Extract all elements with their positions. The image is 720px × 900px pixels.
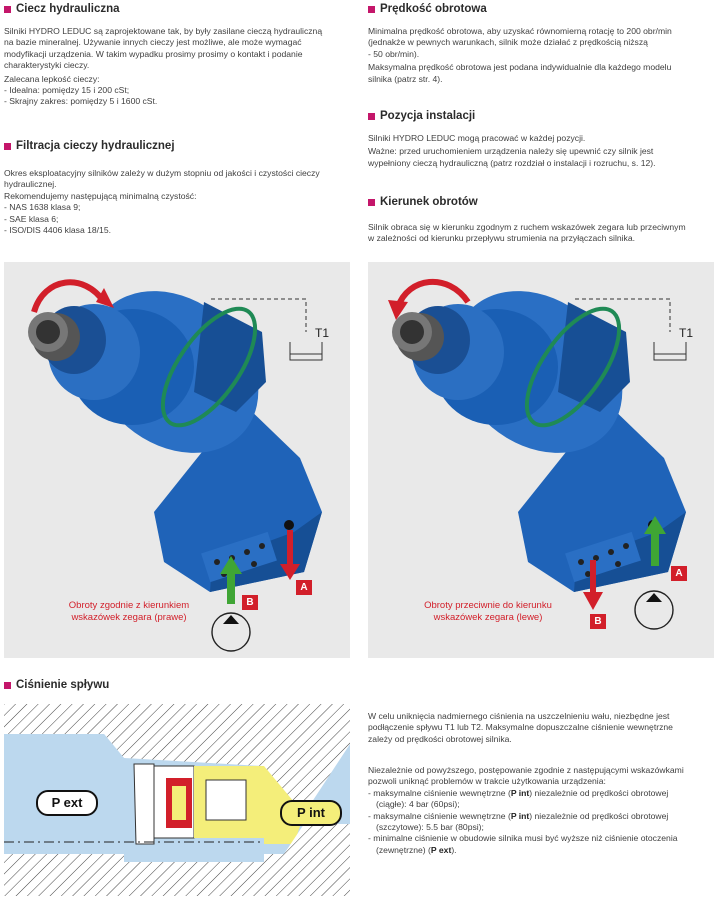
text-line: W celu uniknięcia nadmiernego ciśnienia na uszczelnieniu wału, niezbędne jest bbox=[368, 711, 670, 721]
speed-paragraph bbox=[368, 26, 718, 85]
title-text: Ciśnienie spływu bbox=[16, 679, 110, 691]
bullet-square-icon bbox=[368, 199, 375, 206]
motor-ccw-illustration bbox=[368, 262, 714, 658]
text-line: - Idealna: pomiędzy 15 i 200 cSt; bbox=[4, 85, 130, 96]
text-line: - SAE klasa 6; bbox=[4, 213, 59, 224]
mounting-paragraph bbox=[368, 133, 718, 169]
figure-seal-section bbox=[4, 704, 350, 896]
drain-guidelines-paragraph bbox=[368, 765, 718, 856]
text-line: Silniki HYDRO LEDUC mogą pracować w każdej pozycji. bbox=[368, 133, 586, 143]
tank-label-t1: T1 bbox=[679, 326, 694, 340]
section-title-fluid bbox=[4, 3, 120, 15]
bullet-square-icon bbox=[4, 682, 11, 689]
text-line: silnika (patrz str. 4). bbox=[368, 73, 443, 84]
port-a-badge: A bbox=[671, 566, 687, 581]
bold-span: P int bbox=[510, 810, 530, 821]
text-line: na bazie mineralnej. Używanie innych cieczy jest możliwe, ale może wymagać bbox=[4, 37, 302, 48]
title-text: Filtracja cieczy hydraulicznej bbox=[16, 140, 175, 152]
text-line: Ważne: przed uruchomieniem urządzenia należy się upewnić czy silnik jest bbox=[368, 146, 654, 157]
text-line: Silniki HYDRO LEDUC są zaprojektowane tak, by były zasilane cieczą hydrauliczną bbox=[4, 26, 323, 36]
text-line: Rekomendujemy następującą minimalną czystość: bbox=[4, 190, 197, 201]
text-line: hydraulicznej. bbox=[4, 179, 57, 190]
text-line: - NAS 1638 klasa 9; bbox=[4, 202, 81, 213]
direction-paragraph bbox=[368, 222, 718, 245]
filtration-paragraph bbox=[4, 168, 354, 236]
title-text: Prędkość obrotowa bbox=[380, 3, 487, 15]
bullet-square-icon bbox=[4, 6, 11, 13]
drain-intro-paragraph bbox=[368, 711, 718, 745]
bullet-square-icon bbox=[368, 6, 375, 13]
bullet-pint-peak bbox=[368, 811, 718, 822]
text-line: podłączenie spływu T1 lub T2. Maksymalne dopuszczalne ciśnienie wewnętrzne bbox=[368, 722, 673, 733]
text-line: w zależności od kierunku przepływu strumienia na przyłączach silnika. bbox=[368, 233, 636, 244]
fluid-paragraph bbox=[4, 26, 354, 108]
caption-line: Obroty przeciwnie do kierunku bbox=[424, 600, 552, 611]
port-b-badge: B bbox=[590, 614, 606, 629]
text-line: Maksymalna prędkość obrotowa jest podana indywidualnie dla każdego modelu bbox=[368, 62, 672, 73]
text-span: - maksymalne ciśnienie wewnętrzne ( bbox=[368, 787, 511, 798]
title-text: Kierunek obrotów bbox=[380, 196, 478, 208]
text-span: ) niezależnie od prędkości obrotowej bbox=[529, 787, 669, 798]
bullet-square-icon bbox=[4, 143, 11, 150]
text-line: - ISO/DIS 4406 klasa 18/15. bbox=[4, 225, 112, 236]
p-ext-label: P ext bbox=[36, 790, 98, 816]
bold-span: P int bbox=[510, 787, 530, 798]
title-text: Pozycja instalacji bbox=[380, 110, 476, 122]
caption-line: wskazówek zegara (prawe) bbox=[71, 612, 187, 623]
bullet-pext bbox=[368, 845, 718, 856]
caption-line: wskazówek zegara (lewe) bbox=[433, 612, 543, 623]
flow-arrow-a-icon bbox=[651, 530, 659, 566]
text-line: Silnik obraca się w kierunku zgodnym z ruchem wskazówek zegara lub przeciwnym bbox=[368, 222, 686, 232]
section-title-speed bbox=[368, 3, 487, 15]
figure-motor-ccw bbox=[368, 262, 714, 658]
text-line: (szczytowe): 5.5 bar (80psi); bbox=[376, 822, 484, 833]
text-line: - minimalne ciśnienie w obudowie silnika musi być wyższe niż ciśnienie otoczenia bbox=[368, 833, 678, 844]
hydraulic-motor-symbol-icon bbox=[212, 613, 250, 651]
text-line: - Skrajny zakres: pomiędzy 5 i 1600 cSt. bbox=[4, 96, 158, 107]
text-line: (ciągłe): 4 bar (60psi); bbox=[376, 799, 460, 810]
text-line: (jednakże w pewnych warunkach, silnik może działać z prędkością niższą bbox=[368, 37, 648, 48]
tank-label-t1: T1 bbox=[315, 326, 330, 340]
section-title-filtration bbox=[4, 140, 175, 152]
text-line: wypełniony cieczą hydrauliczną (patrz rozdział o instalacji i rozruchu, s. 12). bbox=[368, 157, 656, 168]
section-title-direction bbox=[368, 196, 478, 208]
caption-line: Obroty zgodnie z kierunkiem bbox=[68, 600, 190, 611]
text-line: Niezależnie od powyższego, postępowanie zgodnie z następującymi wskazówkami bbox=[368, 765, 684, 775]
bullet-square-icon bbox=[368, 113, 375, 120]
port-b-badge: B bbox=[242, 595, 258, 610]
text-line: Zalecana lepkość cieczy: bbox=[4, 73, 100, 84]
flow-arrowhead-b-icon bbox=[583, 592, 603, 610]
text-line: - 50 obr/min). bbox=[368, 48, 420, 59]
flow-arrow-b-icon bbox=[590, 560, 596, 594]
text-span: - maksymalne ciśnienie wewnętrzne ( bbox=[368, 810, 511, 821]
text-line: pozwoli uniknąć problemów w trakcie użytkowania urządzenia: bbox=[368, 776, 606, 787]
text-span: ). bbox=[451, 844, 457, 855]
text-span: ) niezależnie od prędkości obrotowej bbox=[529, 810, 669, 821]
text-span: (zewnętrzne) ( bbox=[376, 844, 431, 855]
title-text: Ciecz hydrauliczna bbox=[16, 3, 120, 15]
text-line: modyfikacji urządzenia. W takim wypadku prosimy prosimy o kontakt i podanie bbox=[4, 48, 303, 59]
figure-caption-cw bbox=[44, 600, 214, 624]
port-a-badge: A bbox=[296, 580, 312, 595]
bold-span: P ext bbox=[430, 844, 452, 855]
section-title-mounting bbox=[368, 110, 475, 122]
text-line: charakterystyki cieczy. bbox=[4, 60, 90, 71]
motor-body bbox=[28, 262, 322, 592]
text-line: zależy od prędkości obrotowej silnika. bbox=[368, 733, 512, 744]
p-int-label: P int bbox=[280, 800, 342, 826]
figure-caption-ccw bbox=[408, 600, 568, 624]
motor-body bbox=[392, 262, 686, 592]
motor-cw-illustration bbox=[4, 262, 350, 658]
section-title-drain bbox=[4, 679, 109, 691]
text-line: Okres eksploatacyjny silników zależy w dużym stopniu od jakości i czystości cieczy bbox=[4, 168, 320, 178]
figure-motor-cw bbox=[4, 262, 350, 658]
bullet-pint-continuous bbox=[368, 788, 718, 799]
flow-arrow-a-icon bbox=[287, 530, 293, 566]
flow-arrow-b-icon bbox=[227, 572, 235, 604]
rotation-arrow-ccw-icon bbox=[398, 282, 468, 307]
hydraulic-motor-symbol-icon bbox=[635, 591, 673, 629]
text-line: Minimalna prędkość obrotowa, aby uzyskać równomierną rotację to 200 obr/min bbox=[368, 26, 672, 36]
